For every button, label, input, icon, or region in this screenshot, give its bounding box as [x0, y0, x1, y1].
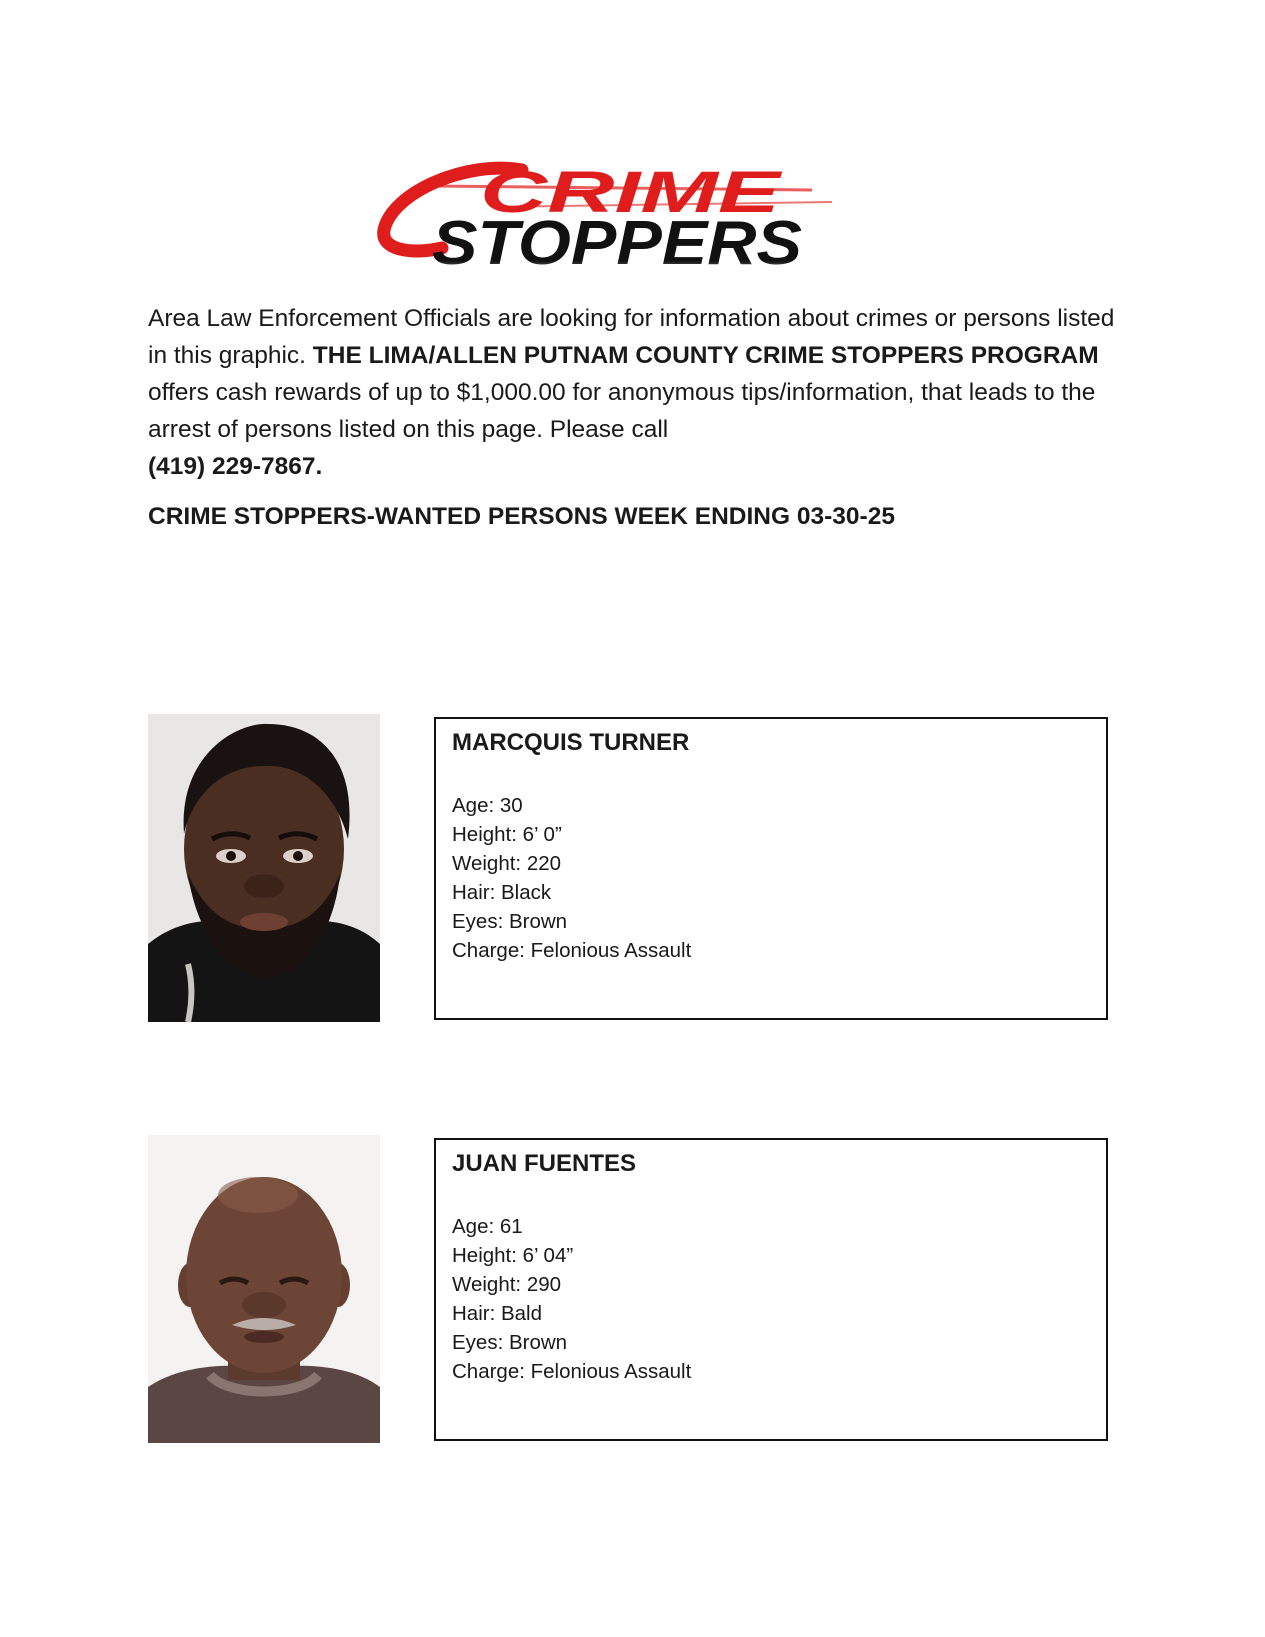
- person-weight: Weight: 290: [452, 1273, 562, 1296]
- logo-top-word: CRIME: [480, 160, 784, 225]
- phone-number: (419) 229-7867.: [148, 453, 323, 480]
- person-charge: Charge: Felonious Assault: [452, 939, 692, 962]
- person-height: Height: 6’ 04”: [452, 1244, 574, 1267]
- person-details: [452, 1212, 691, 1386]
- person-age: Age: 30: [452, 794, 523, 817]
- person-photo-juan-fuentes: [148, 1135, 380, 1443]
- person-eyes: Eyes: Brown: [452, 1331, 568, 1354]
- person-hair: Hair: Bald: [452, 1302, 543, 1325]
- person-details: [452, 791, 691, 965]
- person-eyes: Eyes: Brown: [452, 910, 568, 933]
- person-card-juan-fuentes: [434, 1138, 1108, 1441]
- intro-text-2: offers cash rewards of up to $1,000.00 for anonymous tips/information, that leads to the arrest of persons listed on this page. Please call: [148, 379, 1096, 443]
- intro-paragraph: [148, 300, 1128, 485]
- person-charge: Charge: Felonious Assault: [452, 1360, 692, 1383]
- person-photo-marcquis-turner: [148, 714, 380, 1022]
- crime-stoppers-logo: [372, 152, 852, 277]
- person-hair: Hair: Black: [452, 881, 552, 904]
- person-name: MARCQUIS TURNER: [452, 729, 690, 756]
- person-height: Height: 6’ 0”: [452, 823, 562, 846]
- intro-text-1: Area Law Enforcement Officials are looking for information about crimes or persons listed in this graphic.: [148, 305, 1115, 369]
- program-name: THE LIMA/ALLEN PUTNAM COUNTY CRIME STOPPERS PROGRAM: [312, 342, 1099, 369]
- person-name: JUAN FUENTES: [452, 1150, 637, 1177]
- person-weight: Weight: 220: [452, 852, 562, 875]
- person-age: Age: 61: [452, 1215, 523, 1238]
- week-heading: CRIME STOPPERS-WANTED PERSONS WEEK ENDING 03-30-25: [148, 503, 895, 530]
- person-card-marcquis-turner: [434, 717, 1108, 1020]
- logo-bottom-word: STOPPERS: [432, 209, 802, 277]
